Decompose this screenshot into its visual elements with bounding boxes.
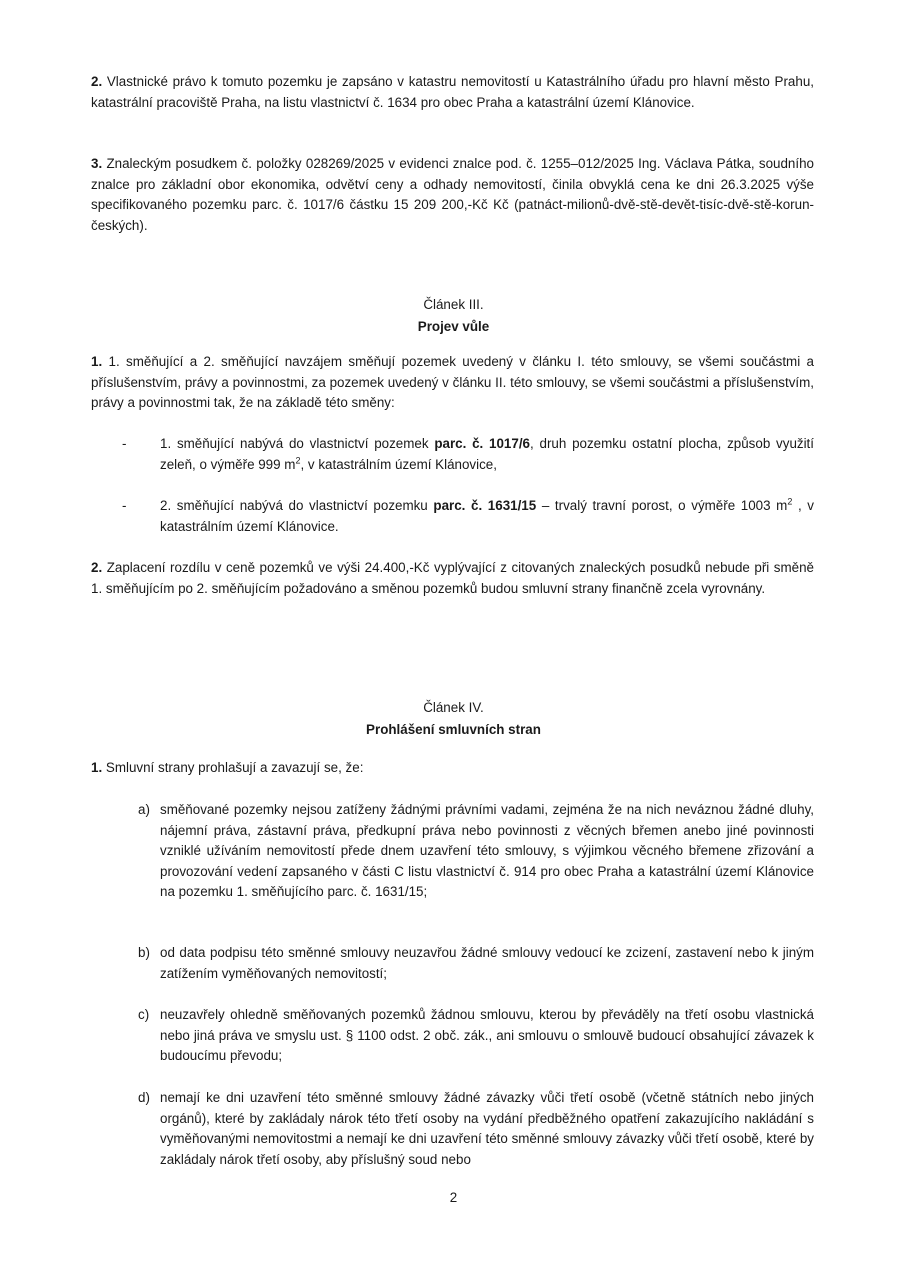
article-3-p1-text: 1. směňující a 2. směňující navzájem směňují pozemek uvedený v článku I. této smlouvy, se všemi součástmi a příslušenstvím, právy a povinnostmi, za pozemek uvedený v článku II. této smlouvy, se všemi součástmi a příslušenstvím, právy a povinnostmi tak, že na základě této směny: (91, 354, 814, 410)
article-3-p2-text: Zaplacení rozdílu v ceně pozemků ve výši 24.400,-Kč vyplývající z citovaných znaleckých posudků nebude při směně 1. směňujícím po 2. směňujícím požadováno a směnou pozemků budou smluvní strany finančně zcela vyrovnány. (91, 560, 814, 596)
parcel-number: parc. č. 1017/6 (434, 436, 530, 451)
bullet-dash: - (122, 498, 127, 513)
article-4-p1-text: Smluvní strany prohlašují a zavazují se, že: (105, 760, 364, 775)
list-item (122, 496, 814, 537)
bullet-dash: - (122, 436, 127, 451)
section-3-number: 3. (91, 156, 103, 171)
article-3-paragraph-1 (91, 352, 814, 414)
article-4-paragraph-1 (91, 758, 814, 779)
article-3-p2-number: 2. (91, 560, 103, 575)
article-4-p1-number: 1. (91, 760, 103, 775)
article-4-subtitle: Prohlášení smluvních stran (366, 722, 541, 737)
section-2-paragraph (91, 72, 814, 113)
article-4-title: Článek IV. (423, 700, 484, 715)
bullet-text: 2. směňující nabývá do vlastnictví pozemku parc. č. 1631/15 – trvalý travní porost, o výměře 1003 $m^2$ , v katastrálním území Klánovice. (160, 496, 814, 534)
article-3-p1-number: 1. (91, 354, 103, 369)
item-label: a) (138, 802, 150, 817)
section-3-paragraph (91, 154, 814, 236)
section-2-text: Vlastnické právo k tomuto pozemku je zapsáno v katastru nemovitostí u Katastrálního úřadu pro hlavní město Prahu, katastrální pracoviště Praha, na listu vlastnictví č. 1634 pro obec Praha a katastrální území Klánovice. (91, 74, 814, 110)
item-label: b) (138, 945, 150, 960)
item-text: neuzavřely ohledně směňovaných pozemků žádnou smlouvu, kterou by převáděly na třetí osobu vlastnická nebo jiná práva ve smyslu ust. § 1100 odst. 2 obč. zák., ani smlouvu o smlouvě budoucí obsahující závazek k budoucímu převodu; (160, 1007, 814, 1063)
item-label: d) (138, 1090, 150, 1105)
article-3-paragraph-2 (91, 558, 814, 599)
page-number: 2 (449, 1190, 458, 1205)
list-item-c (138, 1005, 814, 1067)
article-3-title: Článek III. (423, 297, 484, 312)
list-item-d (138, 1088, 814, 1170)
list-item (122, 434, 814, 475)
parcel-number: parc. č. 1631/15 (433, 498, 537, 513)
section-3-text: Znaleckým posudkem č. položky 028269/2025 v evidenci znalce pod. č. 1255–012/2025 Ing. Václava Pátka, soudního znalce pro základní obor ekonomika, odvětví ceny a odhady nemovitostí, činila obvyklá cena ke dni 26.3.2025 výše specifikovaného pozemku parc. č. 1017/6 částku 15 209 200,-Kč Kč (patnáct-milionů-dvě-stě-devět-tisíc-dvě-stě-korun-českých). (91, 156, 814, 233)
bullet-text: 1. směňující nabývá do vlastnictví pozemek parc. č. 1017/6, druh pozemku ostatní plocha, způsob využití zeleň, o výměře 999 $m^2$, v katastrálním území Klánovice, (160, 436, 814, 472)
list-item-a (138, 800, 814, 903)
item-label: c) (138, 1007, 150, 1022)
item-text: od data podpisu této směnné smlouvy neuzavřou žádné smlouvy vedoucí ke zcizení, zastavení nebo k jiným zatížením vyměňovaných nemovitostí; (160, 945, 814, 981)
article-3-subtitle: Projev vůle (417, 319, 490, 334)
item-text: nemají ke dni uzavření této směnné smlouvy žádné závazky vůči třetí osobě (včetně státních nebo jiných orgánů), které by zakládaly nárok této třetí osoby na vydání předběžného opatření zakazujícího nakládání s vyměňovanými nemovitostmi a nemají ke dni uzavření této směnné smlouvy závazky vůči třetí osobě, které by zakládaly nárok třetí osoby, aby příslušný soud nebo (160, 1090, 814, 1167)
list-item-b (138, 943, 814, 984)
item-text: směňované pozemky nejsou zatíženy žádnými právními vadami, zejména že na nich neváznou žádné dluhy, nájemní práva, zástavní práva, předkupní práva nebo povinnosti z věcných břemen anebo jiné povinnosti vzniklé užíváním nemovitostí přede dnem uzavření této smlouvy, s výjimkou věcného břemene zřizování a provozování vedení zapsaného v části C listu vlastnictví č. 914 pro obec Praha a katastrální území Klánovice na pozemku 1. směňujícího parc. č. 1631/15; (160, 802, 814, 899)
section-2-number: 2. (91, 74, 103, 89)
